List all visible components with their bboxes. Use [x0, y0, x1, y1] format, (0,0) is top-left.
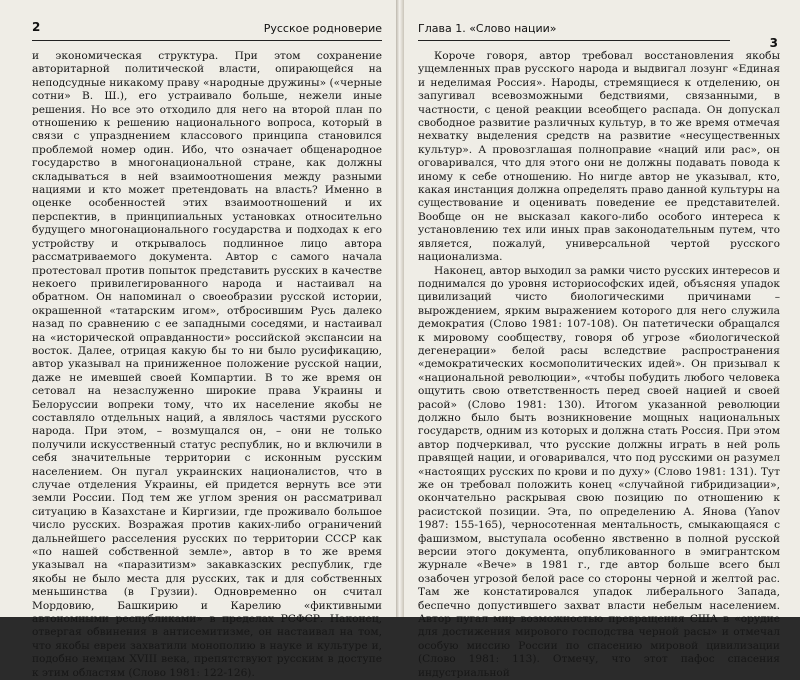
right-page-number: 3 — [770, 36, 778, 50]
right-page-header — [418, 22, 778, 38]
left-header-rule — [32, 40, 382, 41]
book-gutter — [396, 0, 404, 617]
right-page — [404, 0, 800, 617]
left-page-body — [32, 50, 382, 680]
paragraph: и экономическая структура. При этом сохранение авторитарной политической власти, опирающейся на неподсудные никакому праву «народные дружины» («черные сотни» В. Ш.), его устраивало больше, нежели иные решения. Но все это отходило для него на второй план по отношению к решению национального вопроса, который в связи с упразднением классового принципа становился проблемой номер один. Ибо, что означает общенародное государство в многонациональной стране, как должны складываться в ней взаимоотношения между разными нациями и кто может претендовать на власть? Именно в оценке особенностей этих взаимоотношений и их перспектив, в принципиальных установках относительно будущего многонационального государства и подходах к его устройству и открывалось подлинное лицо автора рассматриваемого документа. Автор с самого начала протестовал против попыток представить русских в качестве некоего привилегированного народа и настаивал на обратном. Он напоминал о своеобразии русской истории, окрашенной «татарским игом», отбросившим Русь далеко назад по сравнению с ее западными соседями, и настаивал на «исторической оправданности» российской экспансии на восток. Далее, отрицая какую бы то ни было русификацию, автор указывал на приниженное положение русской нации, даже не имевшей своей Компартии. В то же время он сетовал на незаслуженно широкие права Украины и Белоруссии вопреки тому, что их население якобы не составляло отдельных наций, а являлось частями русского народа. При этом, – возмущался он, – они не только получили искусственный статус республик, но и включили в себя значительные территории с исконным русским населением. Он пугал украинских националистов, что в случае отделения Украины, ей придется вернуть все эти земли России. Под тем же углом зрения он рассматривал ситуацию в Казахстане и Киргизии, где проживало большое число русских. Возражая против каких-либо ограничений дальнейшего расселения русских по территории СССР как «по нашей собственной земле», автор в то же время указывал на «паразитизм» закавказских республик, где якобы не было места для русских, так и для собственных меньшинства (в Грузии). Одновременно он считал Мордовию, Башкирию и Карелию «фиктивными автономными республиками» в пределах РСФСР. Наконец, отвергая обвинения в антисемитизме, он настаивал на том, что якобы евреи захватили монополию в науке и культуре и, подобно немцам XVIII века, препятствуют русским в доступе к этим областям (Слово 1981: 122-126). — [32, 50, 382, 680]
right-page-body — [418, 50, 780, 680]
paragraph: Наконец, автор выходил за рамки чисто русских интересов и поднимался до уровня историософских идей, объясняя упадок цивилизаций чисто биологическими причинами – вырождением, ярким выражением которого для него служила демократия (Слово 1981: 107-108). Он патетически обращался к мировому сообществу, говоря об угрозе «биологической дегенерации» белой расы вследствие распространения «демократических космополитических идей». Он призывал к «национальной революции», «чтобы побудить любого человека ощутить свою ответственность перед своей нацией и своей расой» (Слово 1981: 130). Итогом указанной революции должно было быть возникновение мощных национальных государств, одним из которых и должна стать Россия. При этом автор подчеркивал, что русские должны играть в ней роль правящей нации, и оговаривался, что под русскими он разумел «настоящих русских по крови и по духу» (Слово 1981: 131). Тут же он требовал положить конец «случайной гибридизации», окончательно раскрывая свою позицию по отношению к расистской позиции. Эта, по определению А. Янова (Yanov 1987: 155-165), черносотенная ментальность, смыкающаяся с фашизмом, выступала особенно явственно в полной русской версии этого документа, опубликованного в эмигрантском журнале «Вече» в 1981 г., где автор больше всего был озабочен угрозой белой расе со стороны черной и желтой рас. Там же констатировался упадок либерального Запада, беспечно допустившего захват власти небелым населением. Автор пугал мир возможностью превращения США в «орудие для достижения мирового господства черной расы» и отмечал особую миссию России по спасению мировой цивилизации (Слово 1981: 113). Отмечу, что этот пафос спасения индустриальной — [418, 265, 780, 680]
left-page-header — [32, 22, 382, 38]
left-page-number: 2 — [32, 20, 40, 34]
left-running-title: Русское родноверие — [264, 22, 382, 35]
paragraph: Короче говоря, автор требовал восстановления якобы ущемленных прав русского народа и выдвигал лозунг «Единая и неделимая Россия». Народы, стремящиеся к отделению, он запугивал всевозможными бедствиями, связанными, в частности, с ценой реакции всеобщего распада. Он допускал свободное развитие различных культур, в то же время отмечая нехватку выделения средств на развитие «несущественных культур». А провозглашая полноправие «наций или рас», он оговаривался, что для этого они не должны подавать повода к иному к себе отношению. Но нигде автор не указывал, кто, какая инстанция должна определять право данной культуры на существование и оценивать поведение ее представителей. Вообще он не высказал какого-либо особого интереса к установлению тех или иных прав законодательным путем, что является, пожалуй, универсальной чертой русского национализма. — [418, 50, 780, 265]
right-running-title: Глава 1. «Слово нации» — [418, 22, 557, 35]
left-page — [0, 0, 396, 617]
right-header-rule — [418, 40, 730, 41]
